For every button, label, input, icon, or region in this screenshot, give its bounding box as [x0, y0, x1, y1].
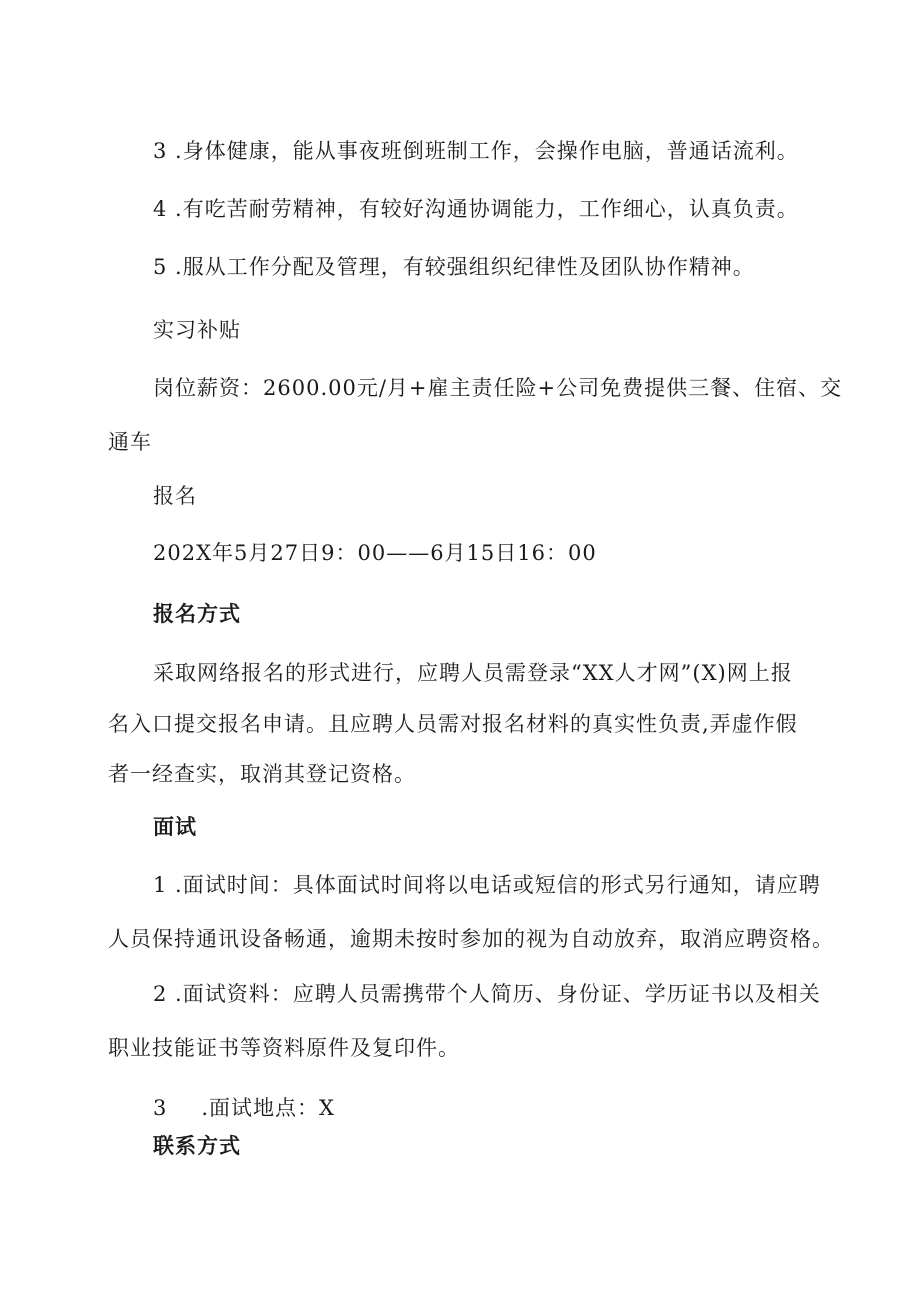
interview-item-2-line-2: 职业技能证书等资料原件及复印件。 [108, 1036, 460, 1060]
interview-heading: 面试 [153, 815, 197, 839]
internship-subsidy-heading: 实习补贴 [153, 318, 241, 342]
requirement-item-4: 4 .有吃苦耐劳精神，有较好沟通协调能力，工作细心，认真负责。 [153, 197, 799, 221]
registration-period: 202X年5月27日9：00——6月15日16：00 [153, 541, 597, 565]
registration-method-heading: 报名方式 [153, 602, 241, 626]
interview-item-1-line-2: 人员保持通讯设备畅通，逾期未按时参加的视为自动放弃，取消应聘资格。 [108, 927, 834, 951]
registration-method-line-2: 名入口提交报名申请。且应聘人员需对报名材料的真实性负责,弄虚作假 [108, 712, 798, 736]
salary-line-2: 通车 [108, 430, 152, 454]
requirement-item-3: 3 .身体健康，能从事夜班倒班制工作，会操作电脑，普通话流利。 [153, 139, 799, 163]
registration-heading: 报名 [153, 484, 197, 508]
interview-item-3-number: 3 [153, 1096, 168, 1120]
registration-method-line-3: 者一经查实，取消其登记资格。 [108, 762, 416, 786]
interview-item-3 [153, 1094, 335, 1122]
requirement-item-5: 5 .服从工作分配及管理，有较强组织纪律性及团队协作精神。 [153, 255, 755, 279]
registration-method-line-1: 采取网络报名的形式进行，应聘人员需登录“XX人才网”(X)网上报 [153, 661, 793, 685]
contact-heading: 联系方式 [153, 1134, 241, 1158]
interview-item-3-text: .面试地点：X [201, 1096, 336, 1120]
interview-item-2-line-1: 2 .面试资料：应聘人员需携带个人简历、身份证、学历证书以及相关 [153, 982, 821, 1006]
interview-item-1-line-1: 1 .面试时间：具体面试时间将以电话或短信的形式另行通知，请应聘 [153, 873, 821, 897]
salary-line-1: 岗位薪资：2600.00元/月+雇主责任险+公司免费提供三餐、住宿、交 [153, 376, 843, 400]
